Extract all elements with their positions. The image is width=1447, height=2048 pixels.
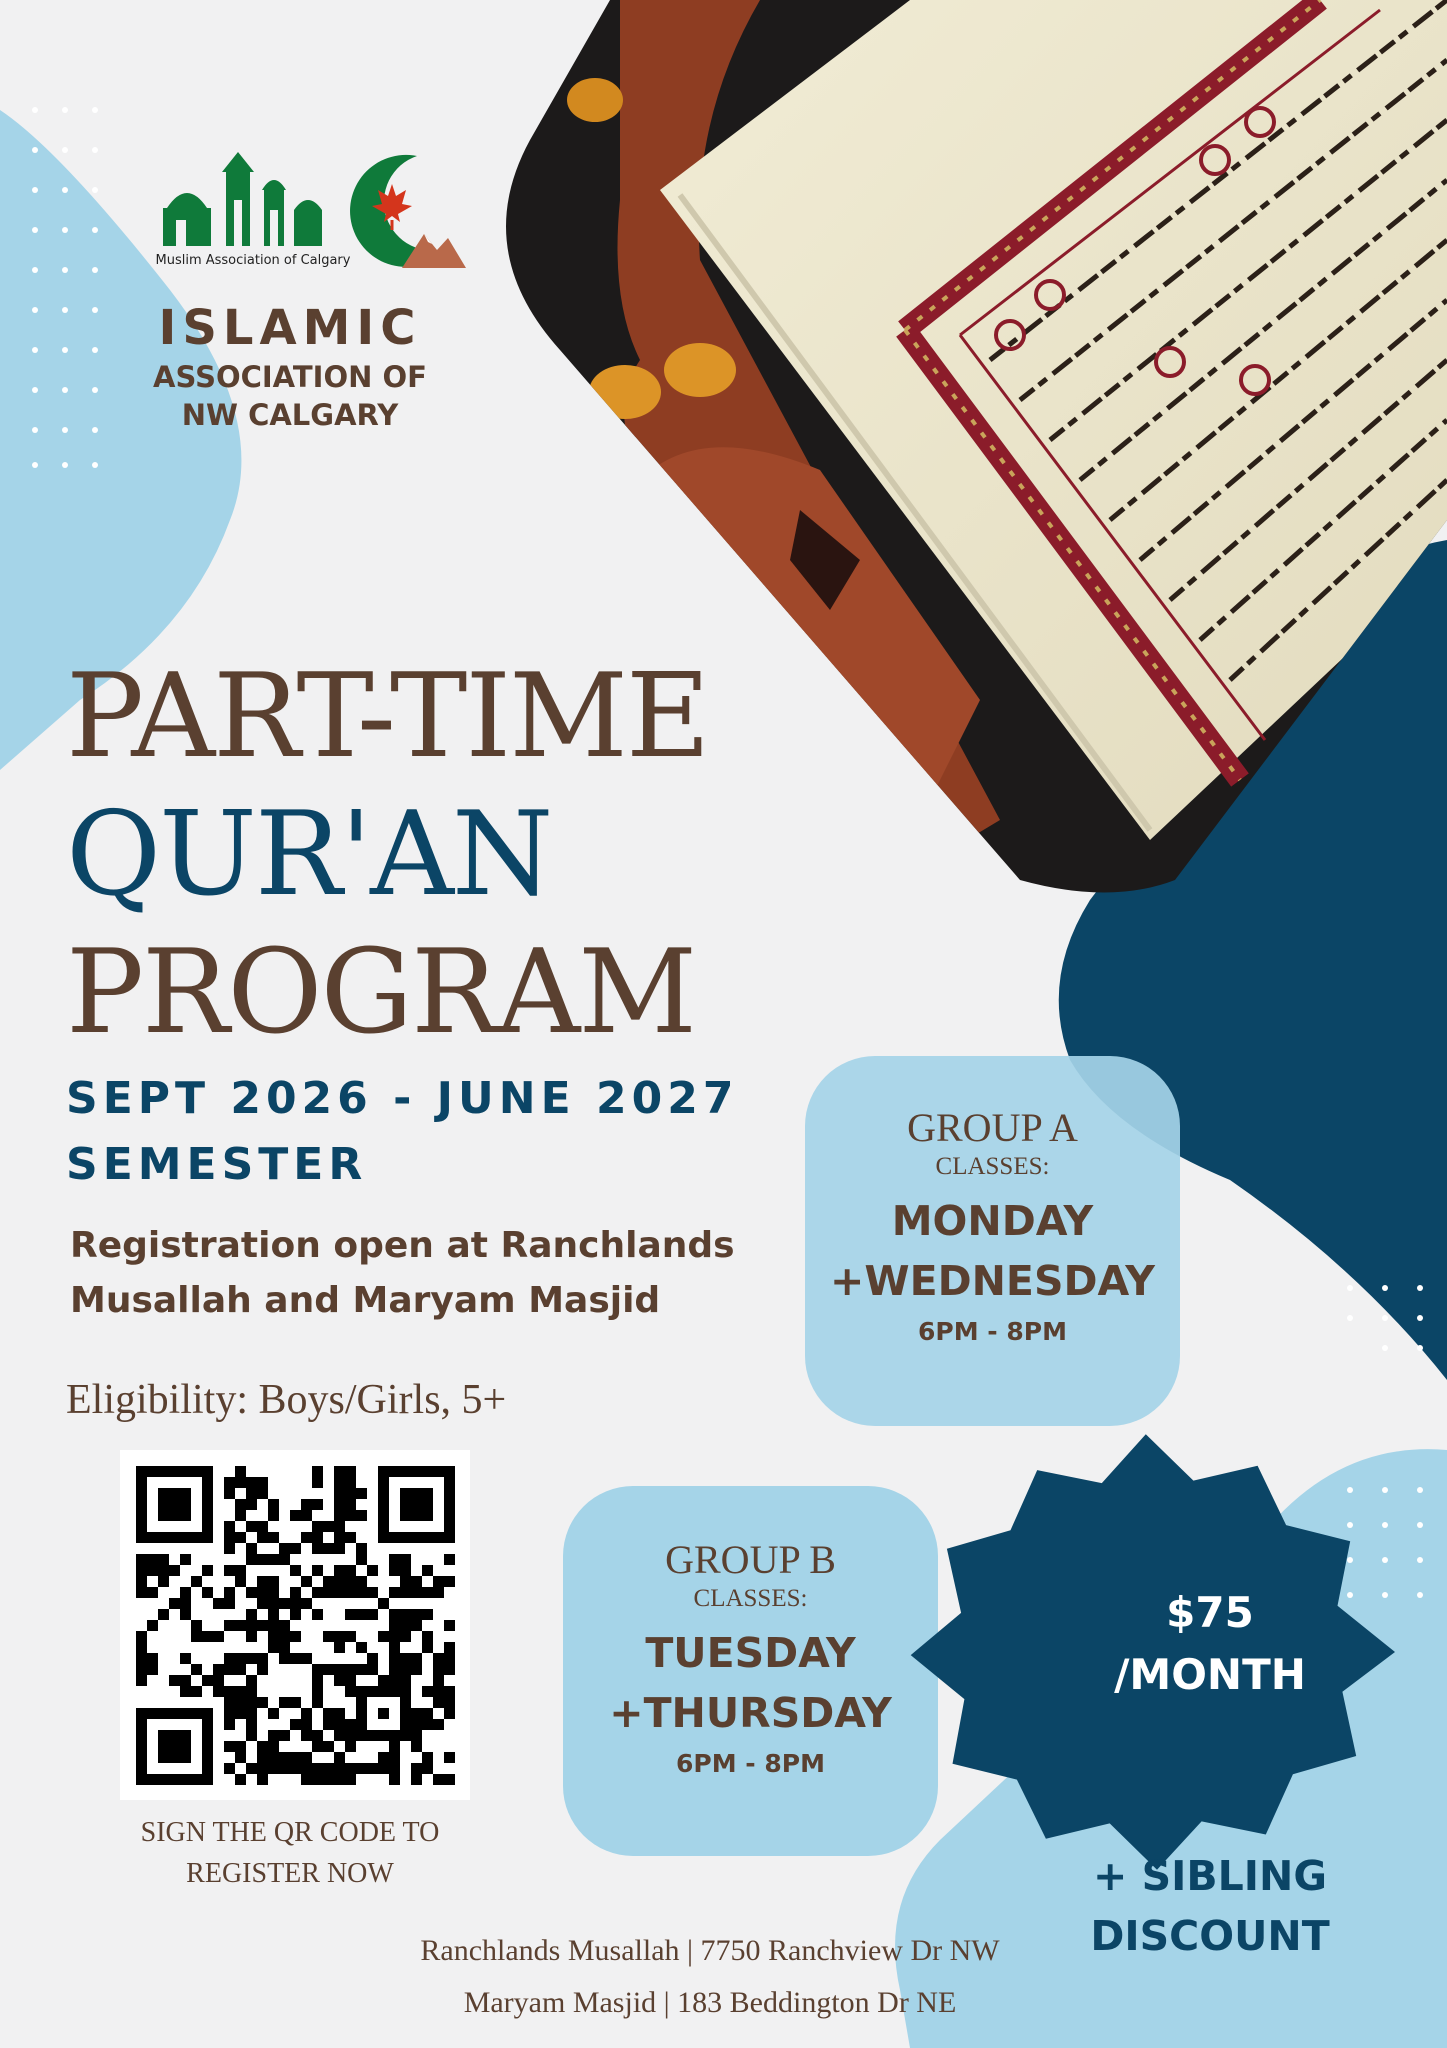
address-block xyxy=(300,1925,1120,2029)
address-line-1: Ranchlands Musallah | 7750 Ranchview Dr NW xyxy=(420,1934,1000,1967)
mosque-logo-icon xyxy=(160,150,326,250)
group-a-classes-label: CLASSES: xyxy=(935,1153,1050,1180)
group-a-time: 6PM - 8PM xyxy=(918,1317,1067,1346)
mac-caption: Muslim Association of Calgary xyxy=(155,253,351,268)
price-amount: $75 xyxy=(1166,1588,1254,1637)
semester-line-1: SEPT 2026 - JUNE 2027 xyxy=(66,1073,739,1124)
title-line-2: QUR'AN xyxy=(66,787,552,922)
qr-caption xyxy=(70,1812,510,1894)
qr-code-icon[interactable] xyxy=(120,1450,470,1800)
qr-caption-line-2: REGISTER NOW xyxy=(186,1858,394,1889)
price-badge xyxy=(1060,1582,1360,1706)
group-a-day-2: +WEDNESDAY xyxy=(830,1257,1155,1305)
program-title xyxy=(66,648,709,1062)
title-line-1: PART-TIME xyxy=(66,649,709,784)
sibling-line-1: + SIBLING xyxy=(1092,1852,1327,1900)
group-a-title: GROUP A xyxy=(907,1105,1078,1150)
title-line-3: PROGRAM xyxy=(66,925,696,1060)
address-line-2: Maryam Masjid | 183 Beddington Dr NE xyxy=(463,1986,957,2019)
semester-line-2: SEMESTER xyxy=(66,1139,368,1190)
group-a-card xyxy=(805,1104,1180,1346)
association-line-2: ASSOCIATION OF xyxy=(153,360,427,394)
group-b-card xyxy=(563,1536,938,1778)
registration-line-2: Musallah and Maryam Masjid xyxy=(70,1280,661,1321)
association-line-3: NW CALGARY xyxy=(181,398,399,432)
crescent-maple-logo-icon xyxy=(342,150,467,272)
group-b-classes-label: CLASSES: xyxy=(693,1585,808,1612)
group-b-day-2: +THURSDAY xyxy=(609,1689,892,1737)
eligibility-text: Eligibility: Boys/Girls, 5+ xyxy=(66,1377,507,1423)
registration-info xyxy=(70,1218,735,1328)
association-line-1: ISLAMIC xyxy=(158,300,422,356)
semester-dates xyxy=(66,1066,738,1198)
qr-code-graphic xyxy=(120,1450,470,1800)
qr-caption-line-1: SIGN THE QR CODE TO xyxy=(140,1817,440,1848)
sibling-line-2: DISCOUNT xyxy=(1090,1912,1330,1960)
group-b-title: GROUP B xyxy=(665,1537,836,1582)
price-period: /MONTH xyxy=(1114,1650,1306,1699)
group-a-day-1: MONDAY xyxy=(891,1197,1094,1245)
group-b-day-1: TUESDAY xyxy=(645,1629,856,1677)
group-b-time: 6PM - 8PM xyxy=(676,1749,825,1778)
registration-line-1: Registration open at Ranchlands xyxy=(70,1225,735,1266)
association-name xyxy=(130,300,450,432)
